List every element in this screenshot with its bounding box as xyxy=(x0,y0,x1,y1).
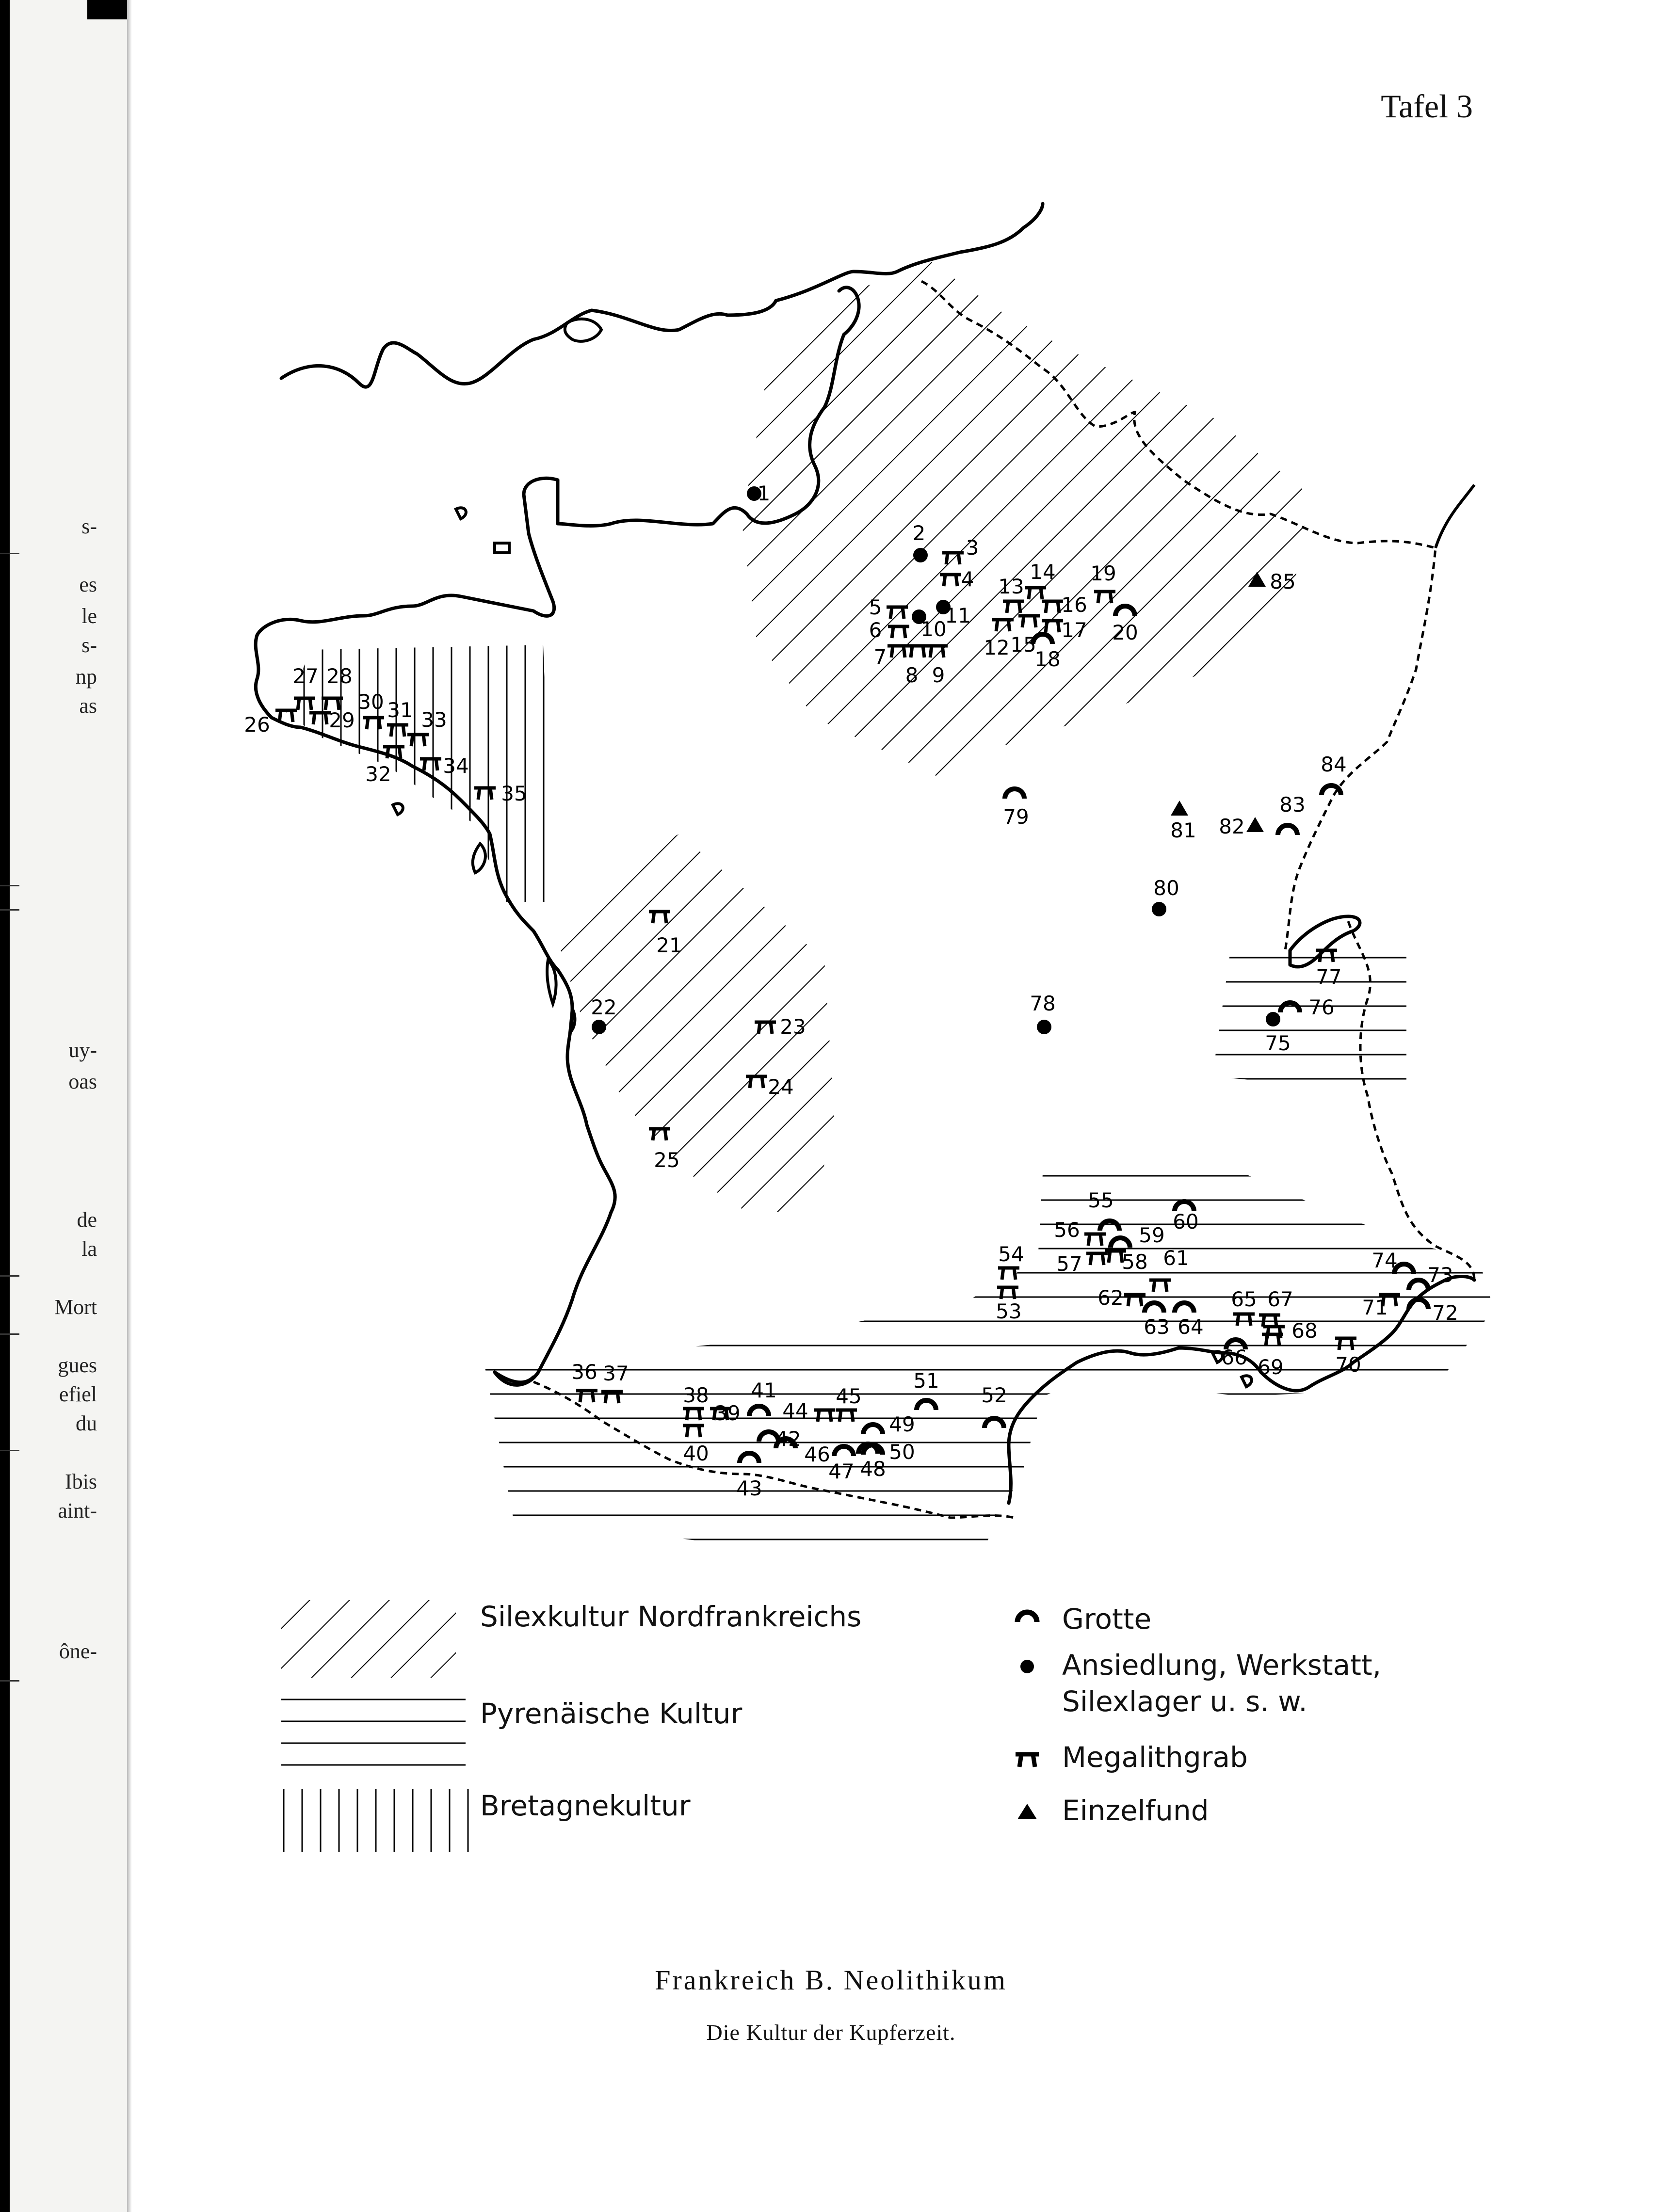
site-number: 66 xyxy=(1221,1346,1247,1369)
site-number: 9 xyxy=(932,663,945,687)
site-number: 82 xyxy=(1219,815,1245,838)
site-number: 84 xyxy=(1321,753,1347,776)
fragment: np xyxy=(76,665,97,689)
site-number: 51 xyxy=(913,1369,939,1393)
fragment: la xyxy=(81,1237,97,1261)
fragment: gues xyxy=(58,1353,97,1377)
site-2 xyxy=(913,521,928,562)
site-number: 12 xyxy=(984,636,1010,659)
site-number: 59 xyxy=(1139,1223,1165,1247)
site-number: 61 xyxy=(1163,1246,1189,1270)
site-number: 5 xyxy=(869,595,882,619)
site-number: 53 xyxy=(996,1299,1022,1323)
site-number: 81 xyxy=(1170,818,1196,842)
site-number: 70 xyxy=(1335,1353,1361,1377)
findspot-icon xyxy=(1017,1804,1037,1819)
site-number: 8 xyxy=(905,663,919,687)
site-number: 48 xyxy=(860,1457,886,1481)
findspot-icon xyxy=(1171,801,1188,816)
fragment: Mort xyxy=(54,1295,97,1319)
site-number: 10 xyxy=(920,617,947,641)
site-number: 57 xyxy=(1056,1252,1082,1276)
site-number: 75 xyxy=(1265,1031,1291,1055)
grotte-icon xyxy=(1005,789,1024,799)
site-number: 13 xyxy=(998,575,1024,598)
site-number: 18 xyxy=(1034,647,1061,671)
site-number: 46 xyxy=(804,1443,830,1466)
zone-silexkultur-north xyxy=(558,262,1309,1212)
site-79 xyxy=(1003,789,1029,829)
site-number: 74 xyxy=(1372,1249,1398,1272)
legend-culture-bretagne: Bretagnekultur xyxy=(480,1789,691,1822)
megalith-icon xyxy=(1016,1754,1039,1767)
site-82 xyxy=(1219,815,1264,838)
settlement-icon xyxy=(1037,1020,1051,1034)
site-number: 23 xyxy=(780,1015,806,1039)
site-number: 50 xyxy=(889,1440,915,1464)
site-number: 24 xyxy=(768,1075,794,1099)
site-number: 41 xyxy=(751,1378,777,1402)
site-number: 68 xyxy=(1291,1319,1318,1343)
fragment: du xyxy=(76,1411,97,1435)
site-number: 77 xyxy=(1316,965,1342,989)
site-number: 14 xyxy=(1030,560,1056,584)
settlement-icon xyxy=(592,1020,606,1034)
site-80 xyxy=(1152,876,1179,916)
site-number: 33 xyxy=(421,708,447,732)
fragment: efiel xyxy=(59,1382,97,1406)
fragment: es xyxy=(79,573,97,596)
settlement-icon xyxy=(913,548,928,562)
site-number: 78 xyxy=(1030,992,1056,1015)
fragment: s- xyxy=(81,514,97,538)
site-number: 2 xyxy=(912,521,926,545)
site-number: 32 xyxy=(365,762,391,786)
site-number: 37 xyxy=(603,1362,629,1385)
site-number: 54 xyxy=(998,1242,1024,1266)
settlement-icon xyxy=(1020,1660,1034,1673)
caption-title: Frankreich B. Neolithikum xyxy=(655,1964,1007,1996)
site-39 xyxy=(710,1401,741,1425)
site-number: 19 xyxy=(1090,561,1116,585)
site-number: 21 xyxy=(656,933,682,957)
site-number: 76 xyxy=(1308,995,1335,1019)
settlement-icon xyxy=(1266,1012,1280,1026)
fragment: uy- xyxy=(68,1038,97,1062)
legend-culture-pyrenaeisch: Pyrenäische Kultur xyxy=(480,1697,742,1730)
site-number: 36 xyxy=(571,1360,597,1384)
site-number: 15 xyxy=(1010,633,1036,657)
fragment: ône- xyxy=(59,1639,97,1663)
site-number: 30 xyxy=(358,690,384,714)
legend-culture-silex: Silexkultur Nordfrankreichs xyxy=(480,1600,862,1633)
site-number: 49 xyxy=(889,1412,915,1436)
site-number: 29 xyxy=(329,708,355,732)
fragment: le xyxy=(81,604,97,628)
site-number: 47 xyxy=(828,1459,855,1483)
site-number: 22 xyxy=(591,995,617,1019)
site-number: 83 xyxy=(1279,793,1306,817)
site-number: 79 xyxy=(1003,805,1029,829)
site-number: 38 xyxy=(683,1383,709,1407)
site-number: 40 xyxy=(683,1442,709,1465)
site-number: 58 xyxy=(1122,1250,1148,1274)
site-number: 42 xyxy=(775,1427,801,1451)
fragment: s- xyxy=(81,633,97,657)
site-number: 31 xyxy=(387,698,413,722)
rhine-line xyxy=(1436,485,1474,548)
site-78 xyxy=(1030,992,1055,1034)
site-number: 43 xyxy=(736,1476,762,1500)
site-number: 1 xyxy=(757,481,771,505)
site-number: 26 xyxy=(244,713,270,737)
legend-symbol-settlement-line2: Silexlager u. s. w. xyxy=(1062,1685,1307,1718)
fragment: Ibis xyxy=(65,1470,97,1493)
site-number: 72 xyxy=(1432,1301,1458,1325)
site-number: 64 xyxy=(1178,1315,1204,1339)
site-number: 63 xyxy=(1144,1315,1170,1339)
site-number: 35 xyxy=(501,782,527,805)
legend-swatch-vertical xyxy=(284,1789,468,1852)
site-number: 65 xyxy=(1231,1287,1257,1311)
legend-swatch-diagonal xyxy=(281,1600,456,1678)
legend-symbol-grotte: Grotte xyxy=(1062,1603,1152,1635)
fragment: aint- xyxy=(58,1499,97,1523)
legend-symbol-einzelfund: Einzelfund xyxy=(1062,1794,1209,1827)
site-number: 52 xyxy=(981,1383,1007,1407)
site-number: 11 xyxy=(945,604,971,627)
site-number: 45 xyxy=(836,1384,862,1408)
site-number: 16 xyxy=(1061,593,1087,617)
legend-symbols xyxy=(1009,1600,1048,1843)
grotte-icon xyxy=(1322,785,1341,795)
site-number: 69 xyxy=(1258,1355,1284,1379)
site-83 xyxy=(1278,793,1306,835)
site-number: 3 xyxy=(966,536,979,560)
site-number: 6 xyxy=(869,618,882,642)
site-number: 55 xyxy=(1088,1188,1114,1212)
plate-label: Tafel 3 xyxy=(1381,88,1473,125)
fragment: oas xyxy=(68,1070,97,1093)
site-number: 25 xyxy=(654,1148,680,1172)
fragment: as xyxy=(79,694,97,718)
site-number: 7 xyxy=(873,645,887,669)
site-number: 4 xyxy=(961,567,974,591)
grotte-icon xyxy=(1017,1612,1037,1622)
site-number: 80 xyxy=(1153,876,1179,900)
legend-swatch-horizontal xyxy=(281,1699,466,1765)
site-number: 62 xyxy=(1097,1286,1124,1310)
site-number: 71 xyxy=(1362,1296,1388,1319)
site-number: 20 xyxy=(1112,621,1138,644)
site-number: 17 xyxy=(1061,618,1087,642)
caption-subtitle: Die Kultur der Kupferzeit. xyxy=(706,2020,956,2045)
site-number: 44 xyxy=(782,1399,808,1423)
site-number: 27 xyxy=(292,664,319,688)
legend-symbol-megalith: Megalithgrab xyxy=(1062,1741,1248,1774)
legend-symbol-settlement: Ansiedlung, Werkstatt, xyxy=(1062,1649,1382,1682)
site-number: 73 xyxy=(1427,1263,1453,1287)
site-84 xyxy=(1321,753,1346,795)
site-81 xyxy=(1170,801,1196,842)
legend-swatches xyxy=(281,1600,468,1852)
findspot-icon xyxy=(1246,817,1264,832)
grotte-icon xyxy=(1278,825,1297,835)
site-number: 60 xyxy=(1173,1210,1199,1234)
site-number: 39 xyxy=(714,1401,741,1425)
settlement-icon xyxy=(1152,902,1166,916)
site-number: 85 xyxy=(1270,570,1296,593)
site-number: 67 xyxy=(1267,1287,1293,1311)
fragment: de xyxy=(77,1208,97,1232)
site-number: 56 xyxy=(1054,1218,1080,1242)
site-number: 28 xyxy=(326,664,353,688)
site-number: 34 xyxy=(443,754,469,778)
